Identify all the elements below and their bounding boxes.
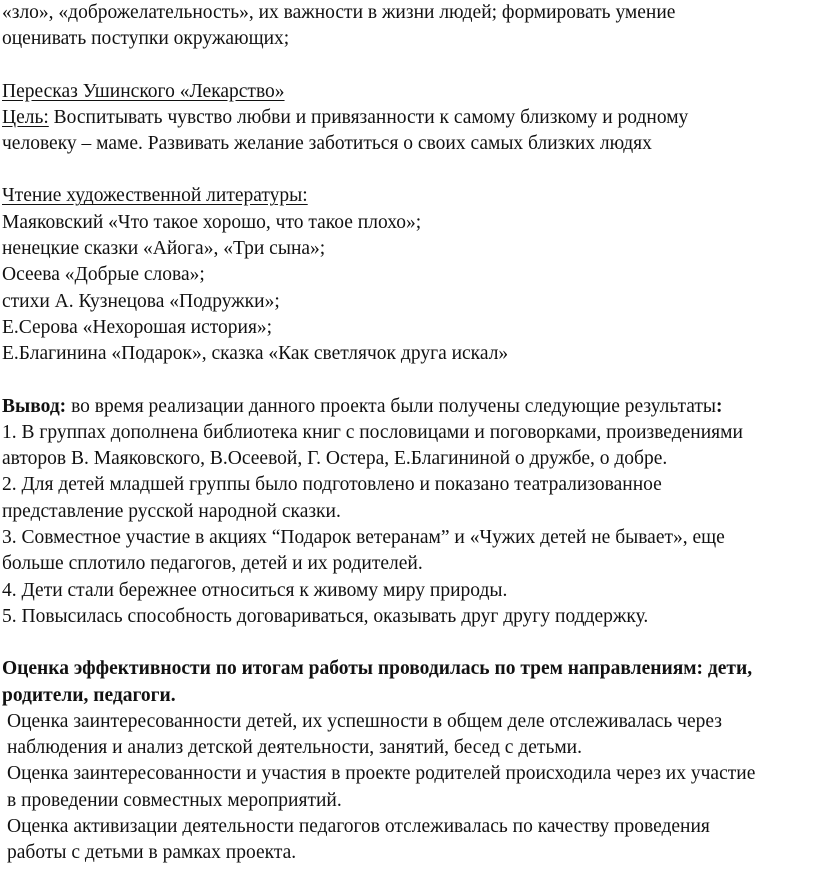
retelling-title: Пересказ Ушинского «Лекарство»: [2, 80, 285, 102]
reading-item: Е.Благинина «Подарок», сказка «Как светлячок друга искал»: [2, 343, 509, 365]
reading-item: ненецкие сказки «Айога», «Три сына»;: [2, 238, 326, 260]
reading-item: Е.Серова «Нехорошая история»;: [2, 316, 273, 338]
evaluation-line: работы с детьми в рамках проекта.: [7, 842, 297, 864]
conclusion-line: 3. Совместное участие в акциях “Подарок ветеранам” и «Чужих детей не бывает», еще: [2, 527, 725, 549]
reading-item: Осеева «Добрые слова»;: [2, 264, 205, 286]
spacer: [2, 368, 808, 394]
retelling-goal-line-2: человеку – маме. Развивать желание заботиться о своих самых близких людях: [2, 133, 652, 155]
conclusion-line: больше сплотило педагогов, детей и их родителей.: [2, 553, 423, 575]
reading-item: Маяковский «Что такое хорошо, что такое плохо»;: [2, 211, 422, 233]
goal-label: Цель:: [2, 106, 49, 128]
evaluation-heading-line-2: родители, педагоги.: [2, 684, 176, 706]
conclusion-line: авторов В. Маяковского, В.Осеевой, Г. Остера, Е.Благининой о дружбе, о добре.: [2, 448, 668, 470]
conclusion-colon: :: [716, 395, 723, 417]
evaluation-line: наблюдения и анализ детской деятельности, занятий, бесед с детьми.: [7, 737, 582, 759]
retelling-goal: [2, 105, 808, 131]
intro-line-2: оценивать поступки окружающих;: [2, 28, 290, 50]
conclusion-line: представление русской народной сказки.: [2, 500, 341, 522]
evaluation-line: Оценка активизации деятельности педагогов отслеживалась по качеству проведения: [7, 816, 710, 838]
evaluation-heading-line-1: Оценка эффективности по итогам работы проводилась по трем направлениям: дети,: [2, 658, 753, 680]
goal-text: Воспитывать чувство любви и привязанности к самому близкому и родному: [48, 106, 689, 128]
conclusion-label: Вывод:: [2, 395, 67, 417]
intro-line-1: «зло», «доброжелательность», их важности в жизни людей; формировать умение: [2, 2, 676, 23]
spacer: [2, 53, 808, 79]
spacer: [2, 157, 808, 183]
reading-title: Чтение художественной литературы:: [2, 185, 308, 207]
conclusion-line: 5. Повысилась способность договариваться, оказывать друг другу поддержку.: [2, 605, 649, 627]
conclusion-line: 2. Для детей младшей группы было подготовлено и показано театрализованное: [2, 474, 662, 496]
evaluation-line: в проведении совместных мероприятий.: [7, 789, 342, 811]
reading-item: стихи А. Кузнецова «Подружки»;: [2, 290, 280, 312]
conclusion-text: во время реализации данного проекта были получены следующие результаты: [66, 395, 717, 417]
evaluation-line: Оценка заинтересованности и участия в проекте родителей происходила через их участие: [7, 763, 756, 785]
conclusion-heading: [2, 394, 808, 420]
conclusion-line: 1. В группах дополнена библиотека книг с пословицами и поговорками, произведениями: [2, 421, 743, 443]
conclusion-line: 4. Дети стали бережнее относиться к живому миру природы.: [2, 579, 508, 601]
spacer: [2, 630, 808, 656]
evaluation-line: Оценка заинтересованности детей, их успешности в общем деле отслеживалась через: [7, 710, 722, 732]
